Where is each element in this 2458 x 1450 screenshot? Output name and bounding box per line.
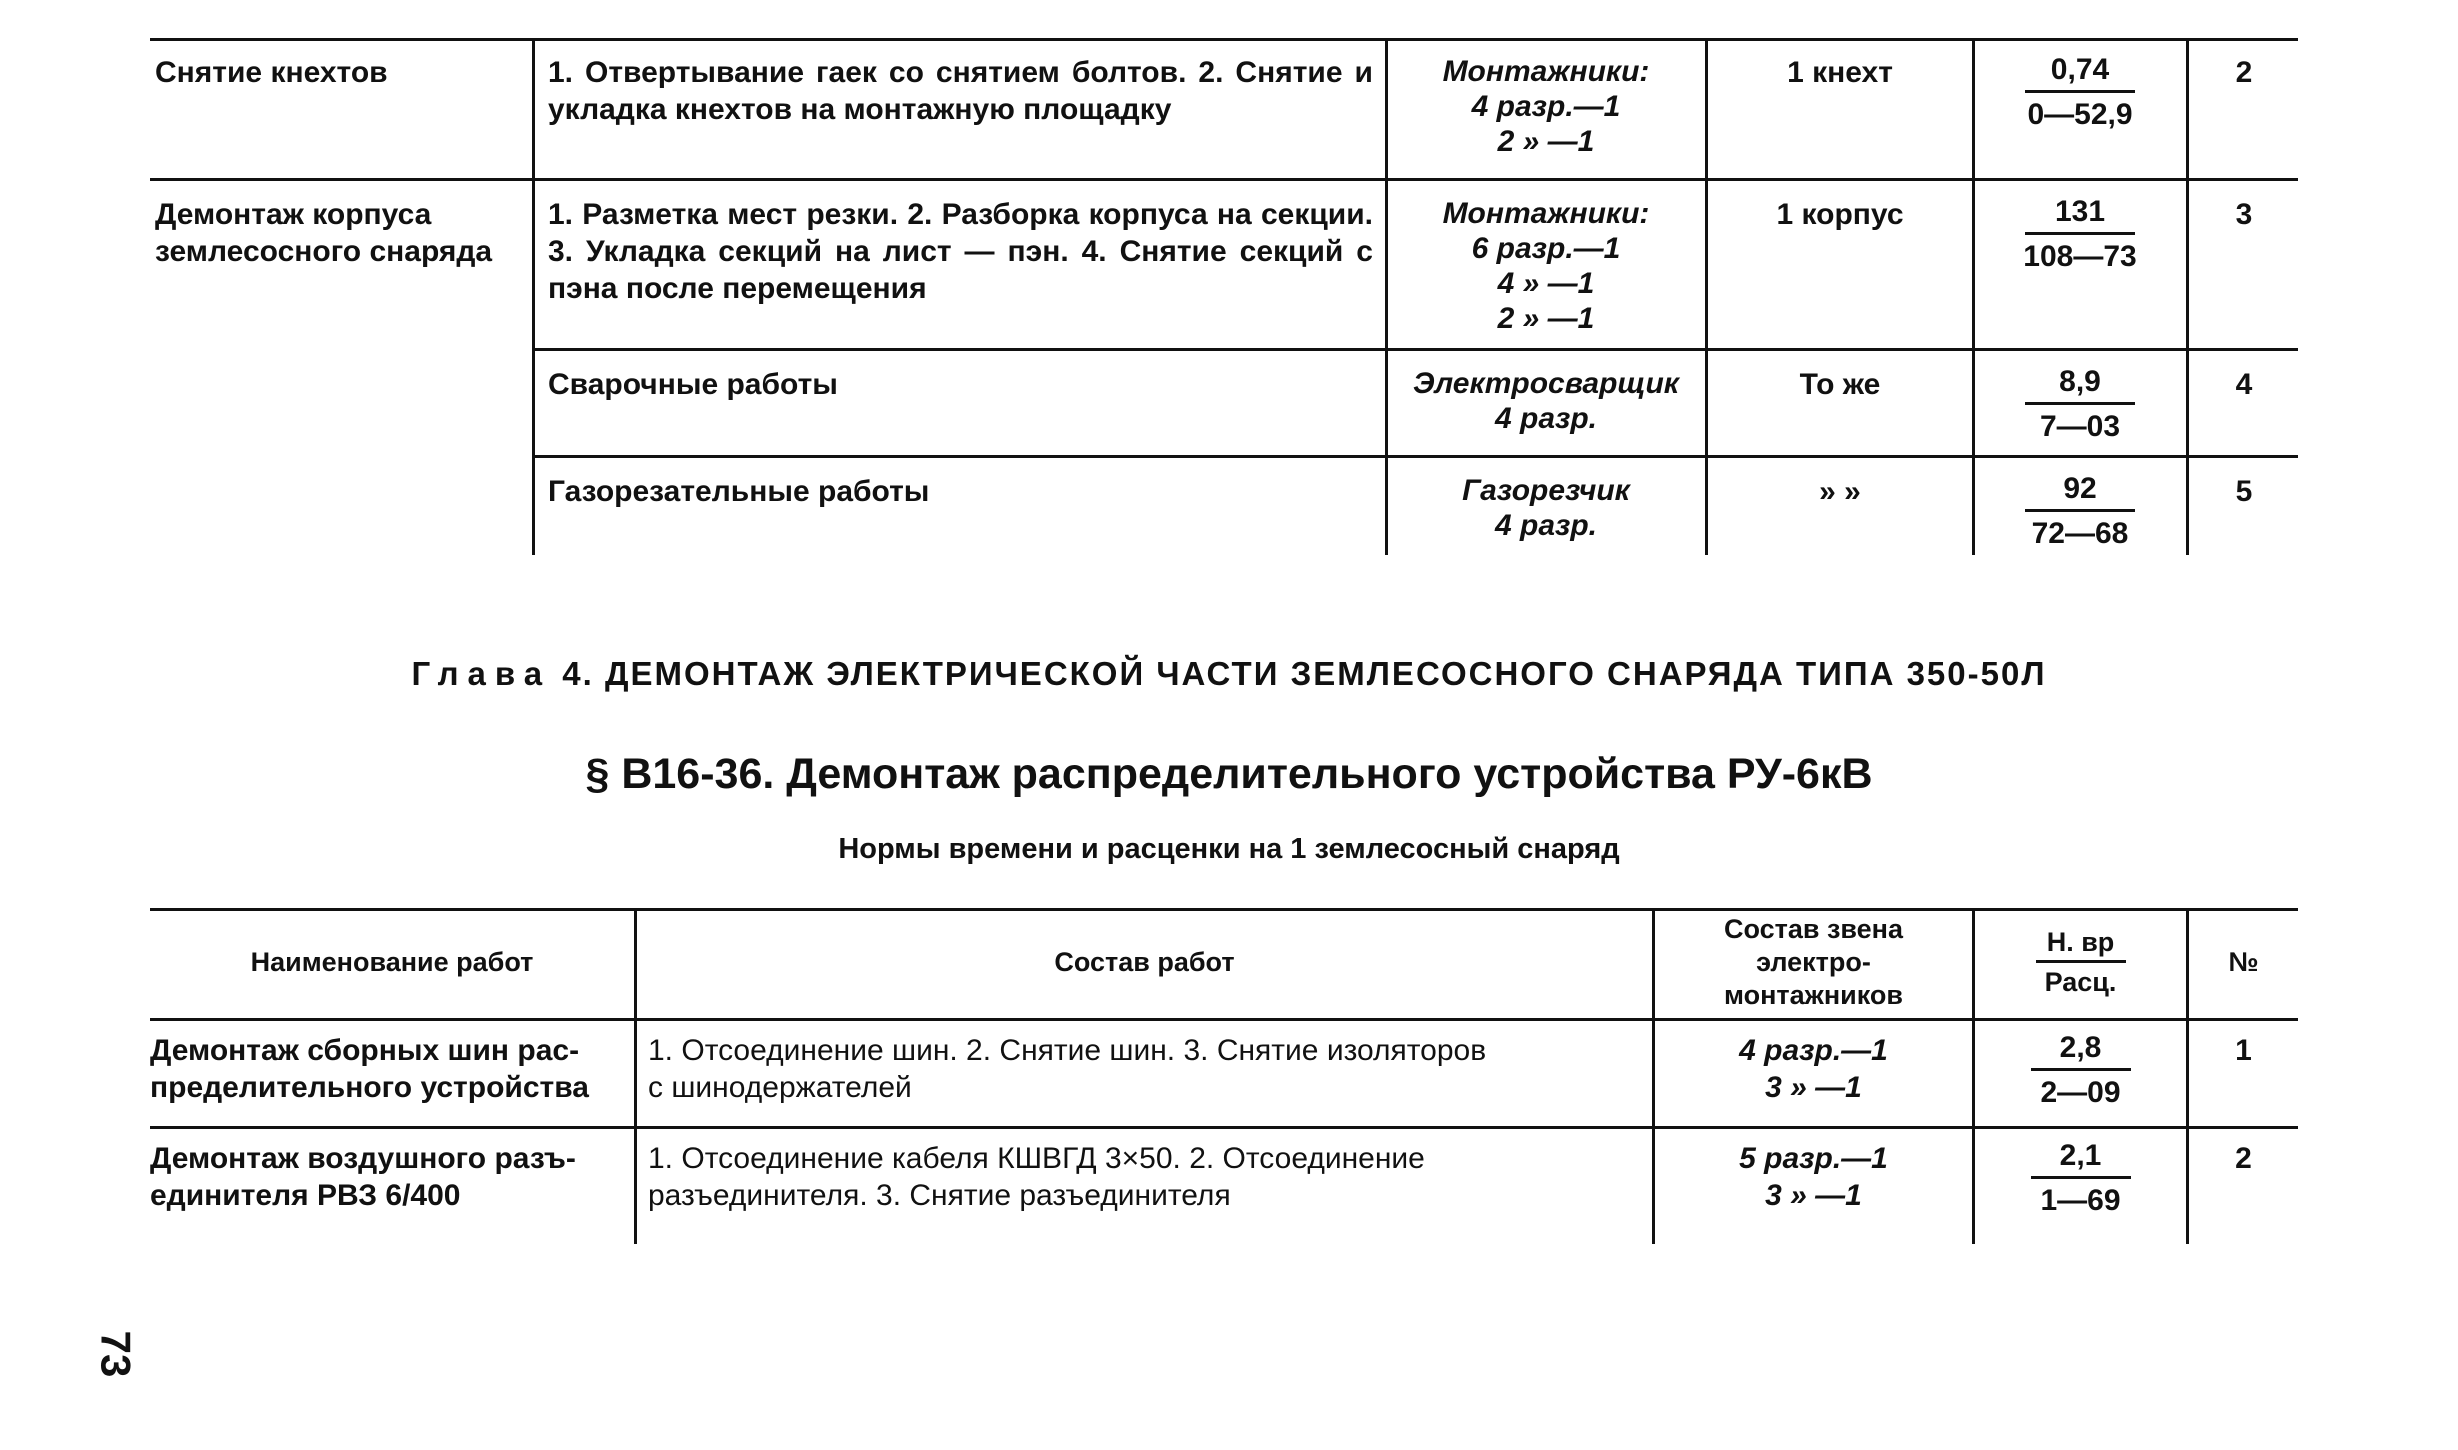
- row-divider: [150, 178, 2298, 181]
- crew-line: Монтажники:: [1442, 197, 1650, 230]
- row-number: 4: [2235, 368, 2253, 401]
- composition-line: 1. Отсоединение шин. 2. Снятие шин. 3. Снятие изоляторов: [648, 1034, 1487, 1067]
- column-divider: [532, 38, 535, 555]
- work-name-line: Демонтаж корпуса: [155, 198, 432, 231]
- crew-composition: [1390, 473, 1702, 543]
- row-number: 5: [2235, 475, 2253, 508]
- column-divider: [1385, 38, 1388, 555]
- header-number: №: [2228, 947, 2259, 977]
- crew-line: Электросварщик: [1412, 367, 1680, 400]
- crew-line: 4 разр.: [1495, 509, 1597, 542]
- work-composition: [648, 1140, 1643, 1214]
- norm-rate-fraction: [1975, 1028, 2186, 1115]
- crew-line: 4 разр.—1: [1471, 90, 1621, 123]
- work-name: [155, 54, 525, 91]
- crew-composition: [1390, 54, 1702, 159]
- work-name-line: единителя РВЗ 6/400: [150, 1179, 461, 1212]
- measure-unit: » »: [1819, 475, 1861, 508]
- section-subtitle: Нормы времени и расценки на 1 землесосный снаряд: [838, 833, 1620, 865]
- norm-rate-fraction: [1975, 1136, 2186, 1223]
- crew-line: 2 » —1: [1497, 302, 1595, 335]
- work-composition: [648, 1032, 1643, 1106]
- crew-line: 4 » —1: [1497, 267, 1595, 300]
- time-norm: 92: [2063, 472, 2097, 505]
- measure-unit: 1 корпус: [1776, 198, 1904, 231]
- crew-line: 5 разр.—1: [1739, 1142, 1888, 1175]
- header-crew: [1655, 913, 1972, 1012]
- crew-line: 6 разр.—1: [1471, 232, 1621, 265]
- header-crew-line: монтажников: [1724, 980, 1903, 1010]
- header-norm: Н. вр: [2046, 927, 2115, 957]
- measure-unit: То же: [1799, 368, 1881, 401]
- crew-composition: [1655, 1032, 1972, 1106]
- crew-line: 3 » —1: [1765, 1179, 1862, 1212]
- composition-line: с шинодержателей: [648, 1071, 912, 1104]
- crew-composition: [1390, 196, 1702, 336]
- header-composition: Состав работ: [1054, 947, 1235, 977]
- row-number: 3: [2235, 198, 2253, 231]
- measure-unit: 1 кнехт: [1787, 56, 1893, 89]
- norm-rate-fraction: [1977, 469, 2183, 556]
- time-norm: 131: [2054, 195, 2106, 228]
- work-name-line: Демонтаж сборных шин рас-: [150, 1034, 580, 1067]
- rate-value: 0—52,9: [2027, 98, 2133, 131]
- time-norm: 2,1: [2059, 1139, 2102, 1172]
- section-title: § В16-36. Демонтаж распределительного устройства РУ-6кВ: [585, 750, 1873, 798]
- time-norm: 2,8: [2059, 1031, 2102, 1064]
- row-number: 2: [2235, 56, 2253, 89]
- column-divider: [1705, 38, 1708, 555]
- crew-composition: [1390, 366, 1702, 436]
- table-top-rule: [150, 908, 2298, 911]
- crew-composition: [1655, 1140, 1972, 1214]
- crew-line: Газорезчик: [1462, 474, 1630, 507]
- rate-value: 2—09: [2040, 1076, 2121, 1109]
- norm-rate-fraction: [1977, 50, 2183, 137]
- crew-line: Монтажники:: [1442, 55, 1650, 88]
- composition-line: разъединителя. 3. Снятие разъединителя: [648, 1179, 1231, 1212]
- work-name-line: Снятие кнехтов: [155, 56, 388, 89]
- column-divider: [1972, 38, 1975, 555]
- rate-value: 7—03: [2039, 410, 2121, 443]
- header-crew-line: Состав звена: [1724, 914, 1903, 944]
- row-divider: [534, 348, 2298, 351]
- row-divider: [150, 1126, 2298, 1129]
- rate-value: 72—68: [2031, 517, 2129, 550]
- row-number: 2: [2235, 1142, 2252, 1175]
- chapter-word: Глава: [411, 655, 552, 692]
- crew-line: 4 разр.: [1495, 402, 1597, 435]
- work-composition: 1. Разметка мест резки. 2. Разборка корпуса на секции. 3. Укладка секций на лист — пэн. 4. Снятие секций с пэна после перемещения: [548, 198, 1373, 305]
- chapter-heading: [0, 655, 2458, 693]
- page-number: 73: [92, 1330, 140, 1378]
- work-name-line: землесосного снаряда: [155, 235, 493, 268]
- chapter-title: 4. ДЕМОНТАЖ ЭЛЕКТРИЧЕСКОЙ ЧАСТИ ЗЕМЛЕСОСНОГО СНАРЯДА ТИПА 350-50Л: [562, 655, 2047, 692]
- work-composition: 1. Отвертывание гаек со снятием болтов. 2. Снятие и укладка кнехтов на монтажную площадку: [548, 56, 1373, 126]
- crew-line: 3 » —1: [1765, 1071, 1862, 1104]
- column-divider: [2186, 38, 2189, 555]
- work-name: [150, 1032, 628, 1106]
- header-norm-rate: [1975, 924, 2186, 1001]
- work-name-line: пределительного устройства: [150, 1071, 589, 1104]
- header-bottom-rule: [150, 1018, 2298, 1021]
- crew-line: 2 » —1: [1497, 125, 1595, 158]
- rate-value: 1—69: [2040, 1184, 2121, 1217]
- norm-rate-fraction: [1977, 362, 2183, 449]
- time-norm: 8,9: [2059, 365, 2101, 398]
- composition-line: 1. Отсоединение кабеля КШВГД 3×50. 2. Отсоединение: [648, 1142, 1425, 1175]
- work-name: [150, 1140, 628, 1214]
- work-name: [155, 196, 525, 270]
- header-rate: Расц.: [2044, 967, 2117, 997]
- header-crew-line: электро-: [1756, 947, 1871, 977]
- work-name-line: Демонтаж воздушного разъ-: [150, 1142, 576, 1175]
- table-top-rule: [150, 38, 2298, 41]
- work-composition: Газорезательные работы: [548, 475, 930, 508]
- row-number: 1: [2235, 1034, 2252, 1067]
- work-composition: Сварочные работы: [548, 368, 838, 401]
- header-work-name: Наименование работ: [250, 947, 534, 977]
- row-divider: [534, 455, 2298, 458]
- rate-value: 108—73: [2023, 240, 2137, 273]
- time-norm: 0,74: [2050, 53, 2110, 86]
- crew-line: 4 разр.—1: [1739, 1034, 1888, 1067]
- norm-rate-fraction: [1977, 192, 2183, 279]
